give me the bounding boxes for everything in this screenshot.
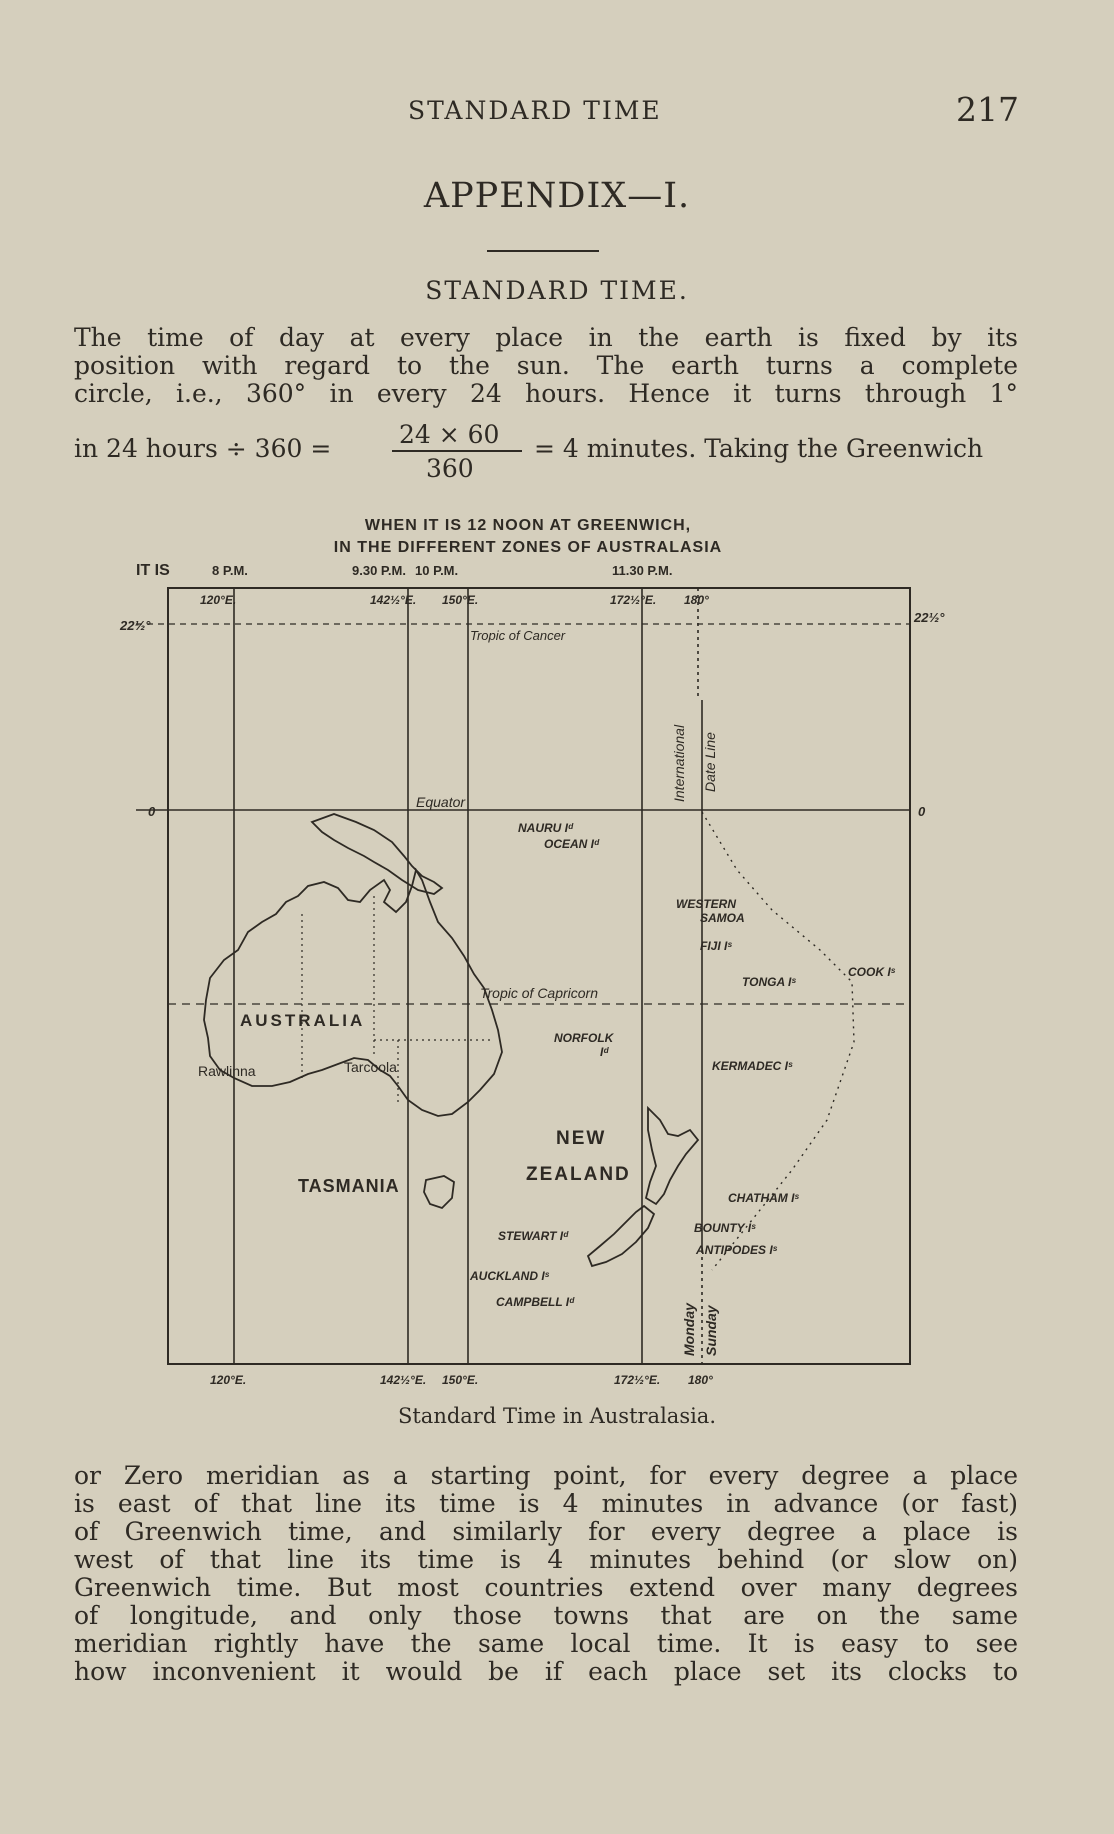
new-zealand-north-island [646,1108,698,1204]
label-kermadec: KERMADEC Iˢ [712,1059,793,1073]
state-borders [302,896,494,1102]
zone-time-10pm: 10 P.M. [415,563,459,578]
section-title: STANDARD TIME. [425,276,689,305]
text-line: circle, i.e., 360° in every 24 hours. Hence it turns through 1° [74,379,1018,408]
standard-time-map [112,517,945,1390]
top-lon-150: 150°E. [442,593,479,607]
text-line: or Zero meridian as a starting point, for every degree a place [74,1461,1018,1490]
label-norfolk: NORFOLK [554,1031,614,1045]
top-lon-1725: 172½°E. [610,593,657,607]
top-lon-1425: 142½°E. [370,593,417,607]
top-lon-120: 120°E. [200,593,237,607]
bottom-lon-120: 120°E. [210,1373,247,1387]
label-rawlinna: Rawlinna [198,1063,256,1079]
tasmania-outline [424,1176,454,1208]
label-antipodes: ANTIPODES Iˢ [696,1243,778,1257]
label-stewart: STEWART Iᵈ [498,1229,569,1243]
intro-paragraph [74,324,1018,408]
text-line: Greenwich time. But most countries extend over many degrees [74,1573,1018,1602]
label-zealand: ZEALAND [526,1164,631,1185]
text-line: The time of day at every place in the earth is fixed by its [74,323,1018,352]
label-chatham: CHATHAM Iˢ [728,1191,799,1205]
text-line: of Greenwich time, and similarly for every degree a place is [74,1517,1018,1546]
international-label: International [671,724,687,802]
label-australia: AUSTRALIA [240,1011,366,1030]
fraction-bar [392,450,522,452]
formula-trail: = 4 minutes. Taking the Greenwich [534,434,984,463]
equator-label: Equator [416,794,466,810]
top-lon-180: 180° [684,593,709,607]
new-zealand-south-island [588,1206,654,1266]
label-cook: COOK Iˢ [848,965,896,979]
text-line: how inconvenient it would be if each place set its clocks to [74,1657,1018,1686]
text-line: is east of that line its time is 4 minutes in advance (or fast) [74,1489,1018,1518]
lat-label-right-eq: 0 [918,804,926,819]
label-samoa: SAMOA [700,911,745,925]
lat-label-left-top: 22½° [120,618,151,633]
date-line-label: Date Line [702,732,718,792]
formula-lead: in 24 hours ÷ 360 = [74,434,332,463]
fraction-numerator: 24 × 60 [399,420,500,449]
formula-line [74,420,1018,490]
label-tonga: TONGA Iˢ [742,975,796,989]
text-line: meridian rightly have the same local time. It is easy to see [74,1629,1018,1658]
label-new: NEW [556,1128,607,1149]
text-line: of longitude, and only those towns that are on the same [74,1601,1018,1630]
zone-time-1130pm: 11.30 P.M. [612,563,673,578]
label-nauru: NAURU Iᵈ [518,821,573,835]
lat-label-right-top: 22½° [914,610,945,625]
running-title: STANDARD TIME [408,96,662,125]
label-bounty: BOUNTY Iˢ [694,1221,756,1235]
appendix-title: APPENDIX—I. [423,176,691,216]
bottom-lon-1725: 172½°E. [614,1373,661,1387]
map-frame [168,588,910,1364]
monday-label: Monday [681,1303,697,1356]
title-rule [487,250,599,252]
lat-label-left-eq: 0 [148,804,156,819]
zone-time-930pm: 9.30 P.M. [352,563,406,578]
map-title-line2: IN THE DIFFERENT ZONES OF AUSTRALASIA [333,539,723,556]
bottom-lon-180: 180° [688,1373,713,1387]
australia-outline [204,870,502,1116]
continued-paragraph [74,1462,1018,1686]
sunday-label: Sunday [703,1305,719,1356]
zone-prefix: IT IS [136,562,170,579]
label-fiji: FIJI Iˢ [700,939,732,953]
label-tarcoola: Tarcoola [344,1059,397,1075]
label-norfolk-id: Iᵈ [600,1045,609,1059]
tropic-capricorn-label: Tropic of Capricorn [480,985,599,1001]
zone-time-8pm: 8 P.M. [212,563,248,578]
label-auckland: AUCKLAND Iˢ [470,1269,550,1283]
running-head [0,90,1114,136]
label-western: WESTERN [676,897,736,911]
fraction-denominator: 360 [426,454,474,483]
label-campbell: CAMPBELL Iᵈ [496,1295,575,1309]
label-tasmania: TASMANIA [298,1176,400,1196]
text-line: position with regard to the sun. The earth turns a complete [74,351,1018,380]
page-number: 217 [956,90,1019,129]
label-ocean: OCEAN Iᵈ [544,837,599,851]
tropic-cancer-label: Tropic of Cancer [470,628,566,643]
bottom-lon-1425: 142½°E. [380,1373,427,1387]
bottom-lon-150: 150°E. [442,1373,479,1387]
figure-caption: Standard Time in Australasia. [397,1404,717,1428]
meridian-lines [234,588,642,1364]
map-title-line1: WHEN IT IS 12 NOON AT GREENWICH, [364,517,692,534]
text-line: west of that line its time is 4 minutes behind (or slow on) [74,1545,1018,1574]
